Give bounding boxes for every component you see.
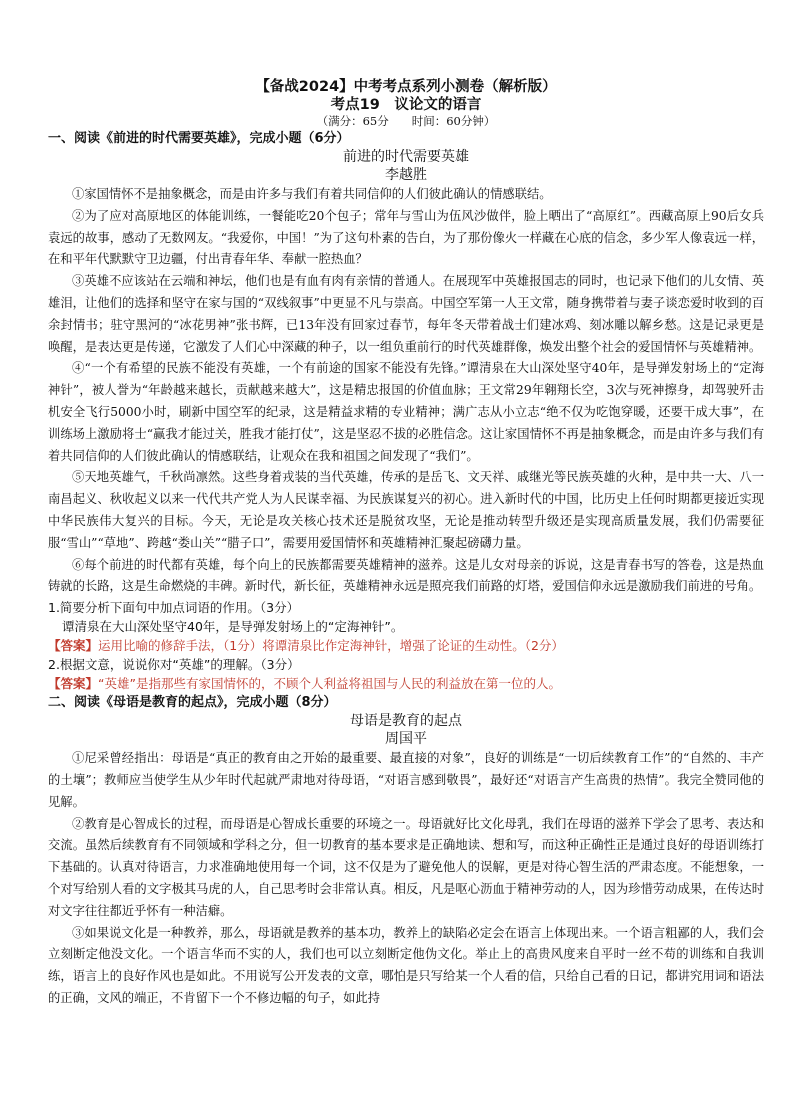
article-1-paragraph: ③英雄不应该站在云端和神坛，他们也是有血有肉有亲情的普通人。在展现军中英雄报国志的同时，也记录下他们的儿女情、英雄泪，让他们的选择和坚守在家与国的“双线叙事”中更显不凡与崇高。中国空军第一人王文常，随身携带着与妻子谈恋爱时收到的百余封情书；驻守黑河的“冰花男神”张书辉，已13年没有回家过春节，每年冬天带着战士们建冰鸡、刻冰雕以解乡愁。这是记录更是唤醒，是表达更是传递，它激发了人们心中深藏的种子，以一组负重前行的时代英雄群像，焕发出整个社会的爱国情怀与英雄精神。	[48, 274, 764, 354]
article-1-paragraph: ⑥每个前进的时代都有英雄，每个向上的民族都需要英雄精神的滋养。这是儿女对母亲的诉说，这是青春书写的答卷，这是热血铸就的长路，这是生命燃烧的丰碑。新时代，新长征，英雄精神永远是照亮我们前路的灯塔，爱国信仰永远是激励我们前进的号角。	[48, 557, 764, 594]
article-1-author: 李越胜	[385, 167, 427, 183]
answer-tag: 【答案】	[48, 676, 99, 692]
answer-1-text: 运用比喻的修辞手法，（1分）将谭清泉比作定海神针，增强了论证的生动性。（2分）	[98, 638, 564, 654]
article-2-paragraph: ③如果说文化是一种教养，那么，母语就是教养的基本功，教养上的缺陷必定会在语言上体现出来。一个语言粗鄙的人，我们会立刻断定他没文化。一个语言华而不实的人，我们也可以立刻断定他伪文化。举止上的高贵风度来自平时一丝不苟的训练和自我训练，语言上的良好作风也是如此。不用说写公开发表的文章，哪怕是只写给某一个人看的信，只给自己看的日记，都讲究用词和语法的正确，文风的端正，不肯留下一个不修边幅的句子，如此持	[48, 925, 764, 1005]
document-subtitle: 考点19 议论文的语言	[330, 97, 482, 113]
document-page	[48, 78, 764, 1010]
article-2-author: 周国平	[385, 731, 427, 748]
question-2: 2.根据文意，说说你对“英雄”的理解。（3分）	[48, 657, 300, 673]
article-1-paragraph: ②为了应对高原地区的体能训练，一餐能吃20个包子；常年与雪山为伍风沙做伴，脸上晒出了“高原红”。西藏高原上90后女兵袁远的故事，感动了无数网友。“我爱你，中国！”为了这句朴素的告白，为了那份像火一样藏在心底的信念，多少军人像袁远一样，在和平年代默默守卫边疆，付出青春年华、奉献一腔热血？	[48, 208, 764, 267]
answer-tag: 【答案】	[48, 638, 99, 654]
section-1-heading: 一、阅读《前进的时代需要英雄》，完成小题（6分）	[48, 131, 350, 146]
section-2-heading: 二、阅读《母语是教育的起点》，完成小题（8分）	[48, 695, 337, 711]
article-1-paragraph: ④“一个有希望的民族不能没有英雄，一个有前途的国家不能没有先锋。”谭清泉在大山深处坚守40年，是导弹发射场上的“定海神针”，被人誉为“年龄越来越长，贡献越来越大”，这是精忠报国的价值血脉；王文常29年翱翔长空，3次与死神擦身，却驾驶歼击机安全飞行5000小时，刷新中国空军的纪录，这是精益求精的专业精神；满广志从小立志“绝不仅为吃饱穿暖，还要干成大事”，在训练场上激励将士“赢我才能过关，胜我才能打仗”，这是坚忍不拔的必胜信念。这让家国情怀不再是抽象概念，而是由许多与我们有着共同信仰的人们彼此确认的情感联结，让观众在我和祖国之间发现了“我们”。	[48, 361, 764, 463]
article-2-title: 母语是教育的起点	[350, 713, 462, 730]
question-1-sentence: 谭清泉在大山深处坚守40年，是导弹发射场上的“定海神针”。	[62, 619, 404, 635]
answer-2	[48, 674, 764, 693]
article-1-paragraph: ⑤天地英雄气，千秋尚凛然。这些身着戎装的当代英雄，传承的是岳飞、文天祥、戚继光等民族英雄的火种，是中共一大、八一南昌起义、秋收起义以来一代代共产党人为人民谋幸福、为民族谋复兴的初心。进入新时代的中国，比历史上任何时期都更接近实现中华民族伟大复兴的目标。今天，无论是攻关核心技术还是脱贫攻坚，无论是推动转型升级还是实现高质量发展，我们仍需要征服“雪山”“草地”、跨越“娄山关”“腊子口”，需要用爱国情怀和英雄精神汇聚起磅礴力量。	[48, 470, 764, 550]
article-1-paragraph: ①家国情怀不是抽象概念，而是由许多与我们有着共同信仰的人们彼此确认的情感联结。	[72, 187, 552, 201]
article-2-paragraph: ②教育是心智成长的过程，而母语是心智成长重要的环境之一。母语就好比文化母乳，我们在母语的滋养下学会了思考、表达和交流。虽然后续教育有不同领域和学科之分，但一切教育的基本要求是正确地读、想和写，而这种正确性正是通过良好的母语训练打下基础的。认真对待语言，力求准确地使用每一个词，这不仅是为了避免他人的误解，更是对待心智生活的严肃态度。不能想象，一个对写给别人看的文字极其马虎的人，自己思考时会非常认真。相反，凡是呕心沥血于精神劳动的人，因为珍惜劳动成果，在传达时对文字往往都近乎怀有一种洁癖。	[48, 816, 764, 918]
answer-1	[48, 636, 764, 655]
article-1-title: 前进的时代需要英雄	[343, 149, 469, 165]
score-and-time: （满分：65分 时间：60分钟）	[316, 114, 496, 128]
document-title: 【备战2024】中考考点系列小测卷（解析版）	[255, 79, 557, 95]
answer-2-text: “英雄”是指那些有家国情怀的，不顾个人利益将祖国与人民的利益放在第一位的人。	[98, 676, 561, 692]
question-1: 1.简要分析下面句中加点词语的作用。（3分）	[48, 600, 300, 616]
article-2-paragraph: ①尼采曾经指出：母语是“真正的教育由之开始的最重要、最直接的对象”，良好的训练是“一切后续教育工作”的“自然的、丰产的土壤”；教师应当使学生从少年时代起就严肃地对待母语，“对语言感到敬畏”，最好还“对语言产生高贵的热情”。我完全赞同他的见解。	[48, 751, 764, 809]
